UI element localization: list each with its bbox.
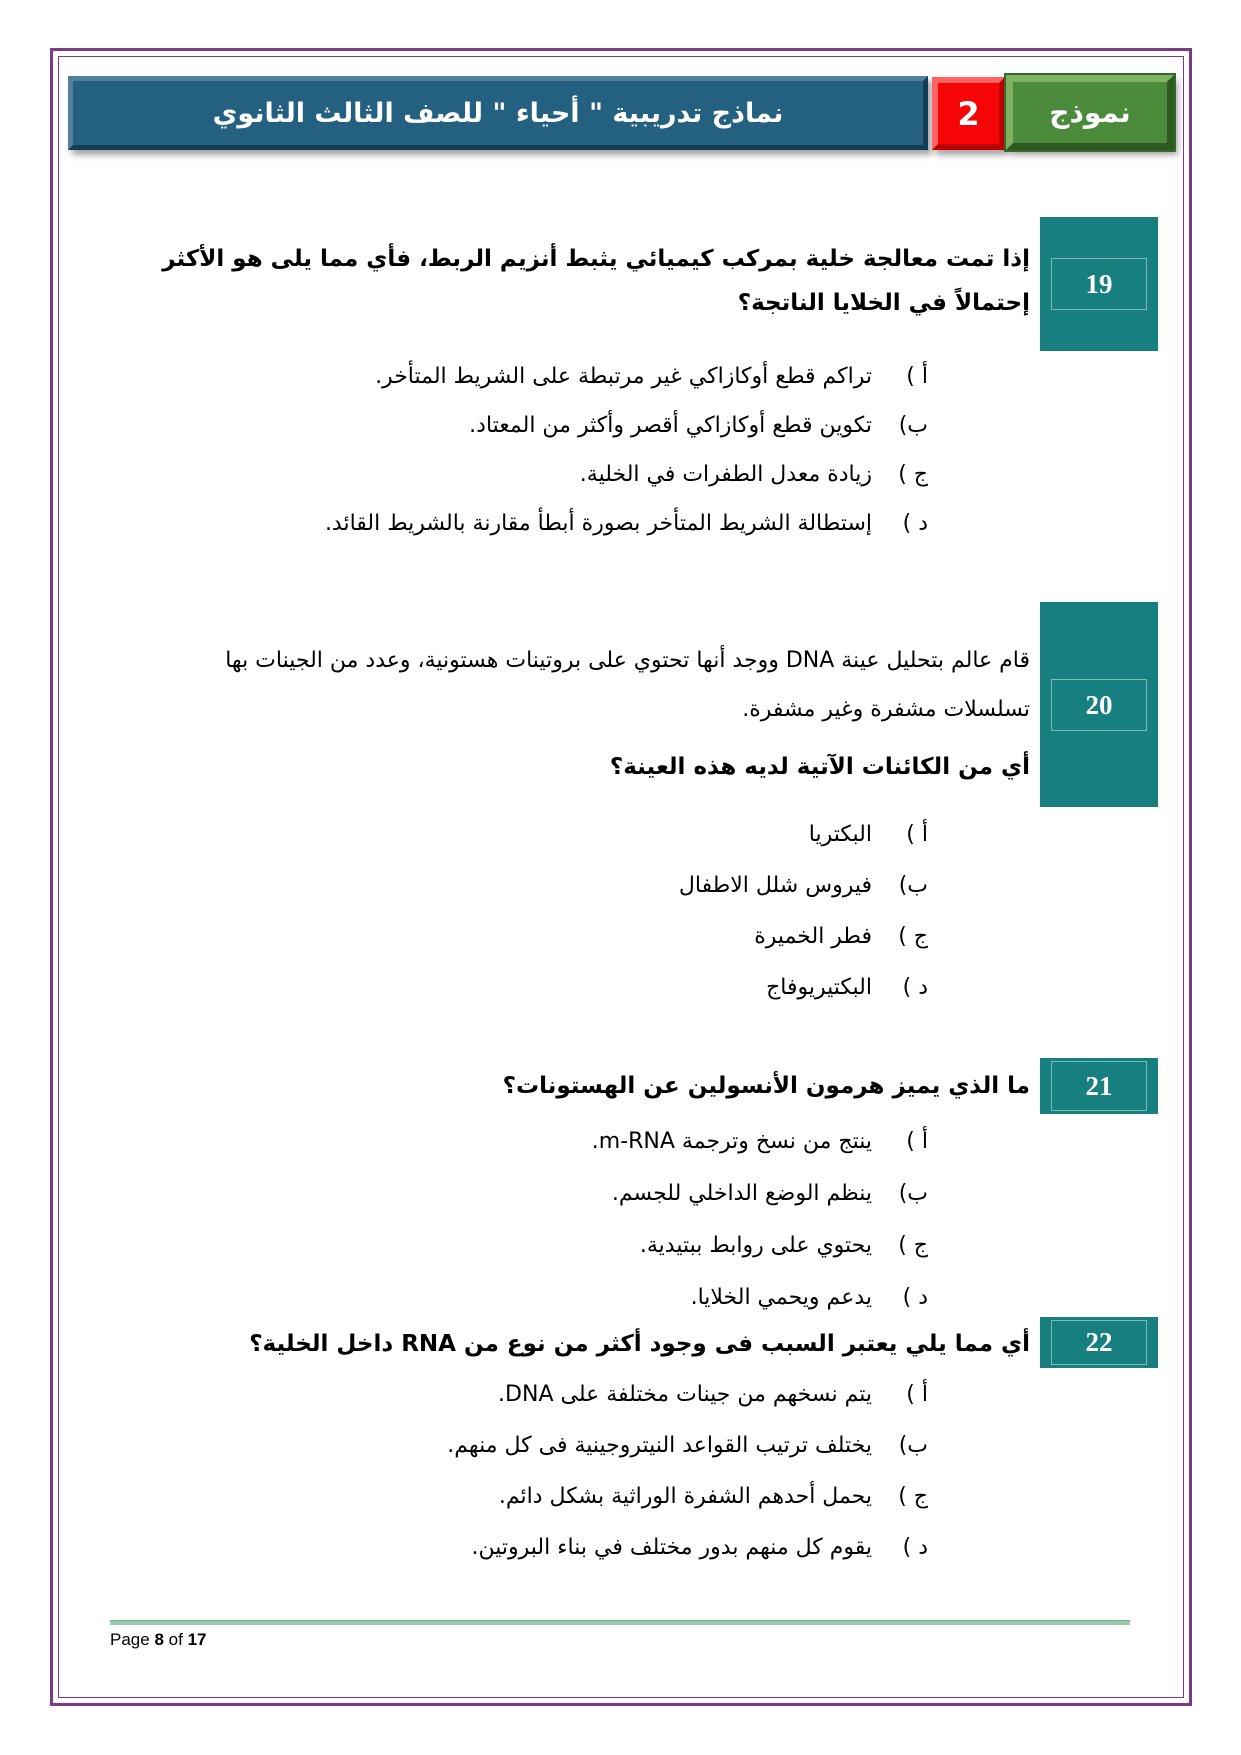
option-letter: أ ) xyxy=(906,1128,928,1154)
header-title: نماذج تدريبية " أحياء " للصف الثالث الثانوي xyxy=(212,97,784,129)
question-21-number: 21 xyxy=(1085,1070,1113,1101)
option-text: ينظم الوضع الداخلي للجسم. xyxy=(611,1180,872,1206)
option-letter: ج ) xyxy=(898,1232,928,1258)
option-row xyxy=(97,1219,928,1271)
option-text: تراكم قطع أوكازاكي غير مرتبطة على الشريط المتأخر. xyxy=(375,364,872,389)
option-row xyxy=(97,401,928,450)
question-19 xyxy=(57,217,1186,547)
option-text: ينتج من نسخ وترجمة m-RNA. xyxy=(591,1128,872,1154)
option-letter: ب) xyxy=(898,1180,928,1206)
option-text: فطر الخميرة xyxy=(754,924,872,949)
question-20 xyxy=(57,602,1186,1022)
question-22-number: 22 xyxy=(1085,1327,1113,1357)
question-21 xyxy=(57,1058,1186,1323)
footer-prefix: Page xyxy=(110,1630,150,1649)
question-20-number: 20 xyxy=(1085,689,1113,720)
question-21-text: ما الذي يميز هرمون الأنسولين عن الهستونات؟ xyxy=(502,1073,1030,1099)
option-text: يقوم كل منهم بدور مختلف في بناء البروتين. xyxy=(471,1535,872,1560)
question-19-number-box xyxy=(1040,217,1158,351)
question-20-number-box xyxy=(1040,602,1158,807)
option-row xyxy=(97,1369,928,1420)
option-text: يحتوي على روابط ببتيدية. xyxy=(639,1232,872,1258)
question-21-number-box xyxy=(1040,1058,1158,1114)
form-label: نموذج xyxy=(1049,96,1131,129)
option-row xyxy=(97,352,928,401)
option-text: يختلف ترتيب القواعد النيتروجينية فى كل منهم. xyxy=(447,1433,872,1458)
question-22-options xyxy=(97,1369,928,1573)
form-number: 2 xyxy=(957,94,980,133)
option-text: إستطالة الشريط المتأخر بصورة أبطأ مقارنة بالشريط القائد. xyxy=(324,511,872,536)
option-letter: أ ) xyxy=(906,364,928,389)
question-20-text: أي من الكائنات الآتية لديه هذه العينة؟ xyxy=(609,754,1030,780)
option-text: يتم نسخهم من جينات مختلفة على DNA. xyxy=(498,1382,872,1407)
option-letter: د ) xyxy=(902,511,928,536)
option-letter: ج ) xyxy=(898,462,928,487)
option-row xyxy=(97,1420,928,1471)
form-label-badge xyxy=(1006,75,1174,150)
option-text: البكتيريوفاج xyxy=(766,975,872,1000)
option-text: زيادة معدل الطفرات في الخلية. xyxy=(579,462,872,487)
option-row xyxy=(97,499,928,548)
option-row xyxy=(97,450,928,499)
footer-total-pages: 17 xyxy=(187,1630,207,1649)
option-letter: ب) xyxy=(898,413,928,438)
option-text: يدعم ويحمي الخلايا. xyxy=(690,1284,872,1310)
option-row xyxy=(97,1271,928,1323)
option-text: فيروس شلل الاطفال xyxy=(678,873,872,898)
option-letter: ج ) xyxy=(898,924,928,949)
question-22-text: أي مما يلي يعتبر السبب فى وجود أكثر من نوع من RNA داخل الخلية؟ xyxy=(249,1331,1030,1357)
option-letter: أ ) xyxy=(906,822,928,847)
option-letter: د ) xyxy=(902,975,928,1000)
option-letter: ج ) xyxy=(898,1484,928,1509)
question-20-intro: قام عالم بتحليل عينة DNA ووجد أنها تحتوي على بروتينات هستونية، وعدد من الجينات بها تسلسلات مشفرة وغير مشفرة. xyxy=(225,648,1030,722)
option-row xyxy=(97,1522,928,1573)
question-22 xyxy=(57,1317,1186,1607)
header-title-bar xyxy=(68,76,928,150)
question-22-number-box xyxy=(1040,1317,1158,1368)
footer-of: of xyxy=(168,1630,183,1649)
option-letter: ب) xyxy=(898,1433,928,1458)
footer-page-info xyxy=(110,1630,206,1650)
option-text: تكوين قطع أوكازاكي أقصر وأكثر من المعتاد. xyxy=(469,413,872,438)
option-row xyxy=(97,860,928,911)
form-number-badge xyxy=(932,77,1005,150)
option-row xyxy=(97,809,928,860)
option-text: يحمل أحدهم الشفرة الوراثية بشكل دائم. xyxy=(498,1484,872,1509)
option-letter: أ ) xyxy=(906,1382,928,1407)
option-row xyxy=(97,911,928,962)
question-19-number: 19 xyxy=(1085,268,1113,299)
option-row xyxy=(97,1471,928,1522)
footer-page-number: 8 xyxy=(154,1630,164,1649)
option-text: البكتريا xyxy=(808,822,872,847)
option-row xyxy=(97,962,928,1013)
option-letter: ب) xyxy=(898,873,928,898)
option-row xyxy=(97,1167,928,1219)
question-19-text: إذا تمت معالجة خلية بمركب كيميائي يثبط أنزيم الربط، فأي مما يلى هو الأكثر إحتمالاً في الخلايا الناتجة؟ xyxy=(162,246,1030,316)
question-19-options xyxy=(97,352,928,548)
footer-divider xyxy=(110,1620,1130,1625)
option-row xyxy=(97,1115,928,1167)
option-letter: د ) xyxy=(902,1535,928,1560)
question-21-options xyxy=(97,1115,928,1323)
option-letter: د ) xyxy=(902,1284,928,1310)
question-20-options xyxy=(97,809,928,1013)
